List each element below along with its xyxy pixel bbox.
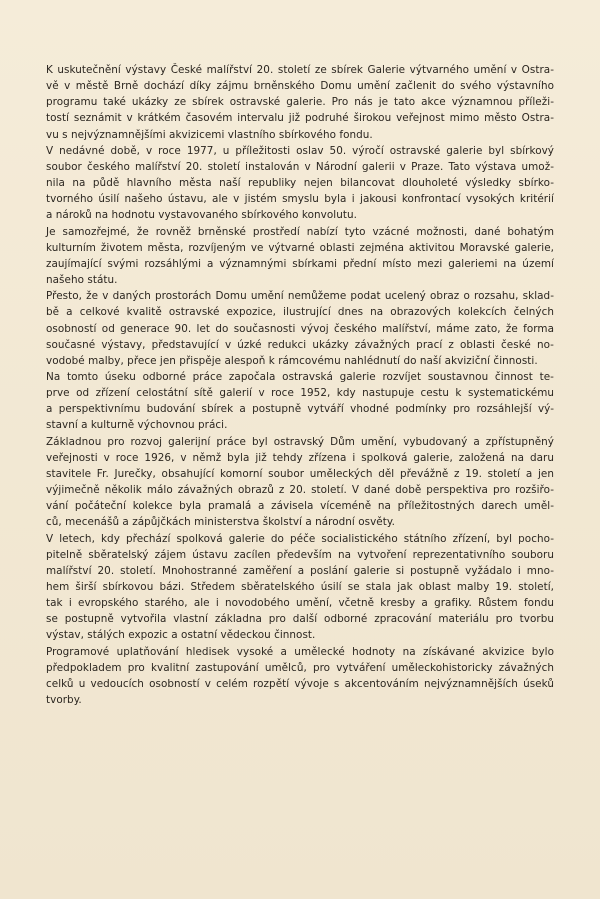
text-line: nila na půdě hlavního města naší republiky nejen bilancovat dlouholeté výsledky sbírko- <box>46 177 554 190</box>
body-text <box>46 62 554 708</box>
text-line: předpokladem pro kvalitní zastupování umělců, pro vytváření uměleckohistoricky závažných <box>46 661 554 674</box>
text-line: soubor českého malířství 20. století instalován v Národní galerii v Praze. Tato výstava umož- <box>46 160 554 173</box>
text-line: Základnou pro rozvoj galerijní práce byl ostravský Dům umění, vybudovaný a zpřístupněný <box>46 435 554 448</box>
text-line: hem širší sbírkovou bázi. Středem sběratelského úsilí se stala jak oblast malby 19. století, <box>46 581 554 593</box>
text-line: programu také ukázky ze sbírek ostravské galerie. Pro nás je tato akce významnou příleži- <box>46 96 554 109</box>
text-line: prve od zřízení celostátní sítě galerií v roce 1952, kdy nastupuje cestu k systematickému <box>46 387 554 400</box>
text-line: pitelně sběratelský zájem ústavu zacílen především na vytvoření reprezentativního souboru <box>46 548 554 561</box>
paragraph-6 <box>46 434 554 531</box>
text-line: tvorby. <box>46 694 82 707</box>
paragraph-3 <box>46 224 554 289</box>
paragraph-5 <box>46 369 554 434</box>
text-line: K uskutečnění výstavy České malířství 20. století ze sbírek Galerie výtvarného umění v Ostra- <box>46 64 554 76</box>
text-line: veřejnosti v roce 1926, v němž byla již tehdy zřízena i spolková galerie, založená na daru <box>46 451 554 464</box>
text-line: V nedávné době, v roce 1977, u příležitosti oslav 50. výročí ostravské galerie byl sbírkový <box>46 144 554 157</box>
text-line: a perspektivnímu budování sbírek a postupně vytváří vhodné podmínky pro rozsáhlejší vý- <box>46 403 554 416</box>
text-line: vu s nejvýznamnějšími akvizicemi vlastního sbírkového fondu. <box>46 128 373 141</box>
text-line: V letech, kdy přechází spolková galerie do péče socialistického státního zřízení, byl pocho- <box>46 532 554 545</box>
text-line: tostí seznámit v krátkém časovém intervalu již podruhé širokou veřejnost mimo město Ostra- <box>46 112 554 125</box>
text-line: ců, mecenášů a zápůjčkách ministerstva školství a národní osvěty. <box>46 516 395 529</box>
text-line: tak i evropského starého, ale i novodobého umění, včetně kresby a grafiky. Růstem fondu <box>46 597 554 610</box>
text-line: osobností od generace 90. let do současnosti vývoj českého malířství, máme zato, že forma <box>46 322 554 335</box>
text-line: výjimečně několik málo závažných obrazů z 20. století. V dané době perspektiva pro rozšiřo- <box>46 484 554 497</box>
text-line: stavitele Fr. Jurečky, obsahující komorní soubor uměleckých děl převážně z 19. století a jen <box>46 467 554 480</box>
text-line: tvorného úsilí našeho ústavu, ale v jistém smyslu byla i jakousi konfrontací vysokých kritérií <box>46 193 554 206</box>
text-line: výstav, stálých expozic a ostatní vědeckou činnost. <box>46 629 316 642</box>
text-line: Programové uplatňování hledisek vysoké a umělecké hodnoty na získávané akvizice bylo <box>46 645 554 658</box>
text-line: malířství 20. století. Mnohostranné zaměření a poslání galerie si postupně vyžádalo i mno- <box>46 564 554 577</box>
text-line: a nároků na hodnotu vystavovaného sbírkového konvolutu. <box>46 209 357 222</box>
text-line: současné výstavy, představující v úzké redukci ukázky závažných prací z oblasti české no- <box>46 338 554 351</box>
paragraph-2 <box>46 143 554 224</box>
text-line: kulturním životem města, rozvíjeným ve výtvarné oblasti zejména aktivitou Moravské galerie, <box>46 241 554 254</box>
text-line: celků u vedoucích osobností v celém rozpětí vývoje s akcentováním nejvýznamnějších úseků <box>46 677 554 690</box>
text-line: stavní a kulturně výchovnou práci. <box>46 419 228 432</box>
text-line: Přesto, že v daných prostorách Domu umění nemůžeme podat ucelený obraz o rozsahu, sklad- <box>46 290 554 303</box>
paragraph-7 <box>46 531 554 644</box>
text-line: Na tomto úseku odborné práce započala ostravská galerie rozvíjet soustavnou činnost te- <box>46 370 554 383</box>
text-line: našeho státu. <box>46 274 118 287</box>
text-line: vání počáteční kolekce byla pramalá a závisela víceméně na příležitostných darech uměl- <box>46 500 554 513</box>
paragraph-8 <box>46 644 554 709</box>
paragraph-1 <box>46 62 554 143</box>
text-line: se postupně vytvořila vlastní základna pro další odborné zpracování materiálu pro tvorbu <box>46 613 554 626</box>
text-line: zaujímající svými rozsáhlými a významnými sbírkami přední místo mezi galeriemi na území <box>46 257 554 270</box>
text-line: bě a celkové kvalitě ostravské expozice, ilustrující dnes na obrazových kolekcích čelných <box>46 306 554 319</box>
text-line: vě v městě Brně dochází díky zájmu brněnského Domu umění začlenit do svého výstavního <box>46 80 554 93</box>
text-line: vodobé malby, přece jen přispěje alespoň k rámcovému nahlédnutí do naší akviziční činnosti. <box>46 354 538 367</box>
paragraph-4 <box>46 288 554 369</box>
text-line: Je samozřejmé, že rovněž brněnské prostředí nabízí tyto vzácné možnosti, dané bohatým <box>46 225 554 238</box>
